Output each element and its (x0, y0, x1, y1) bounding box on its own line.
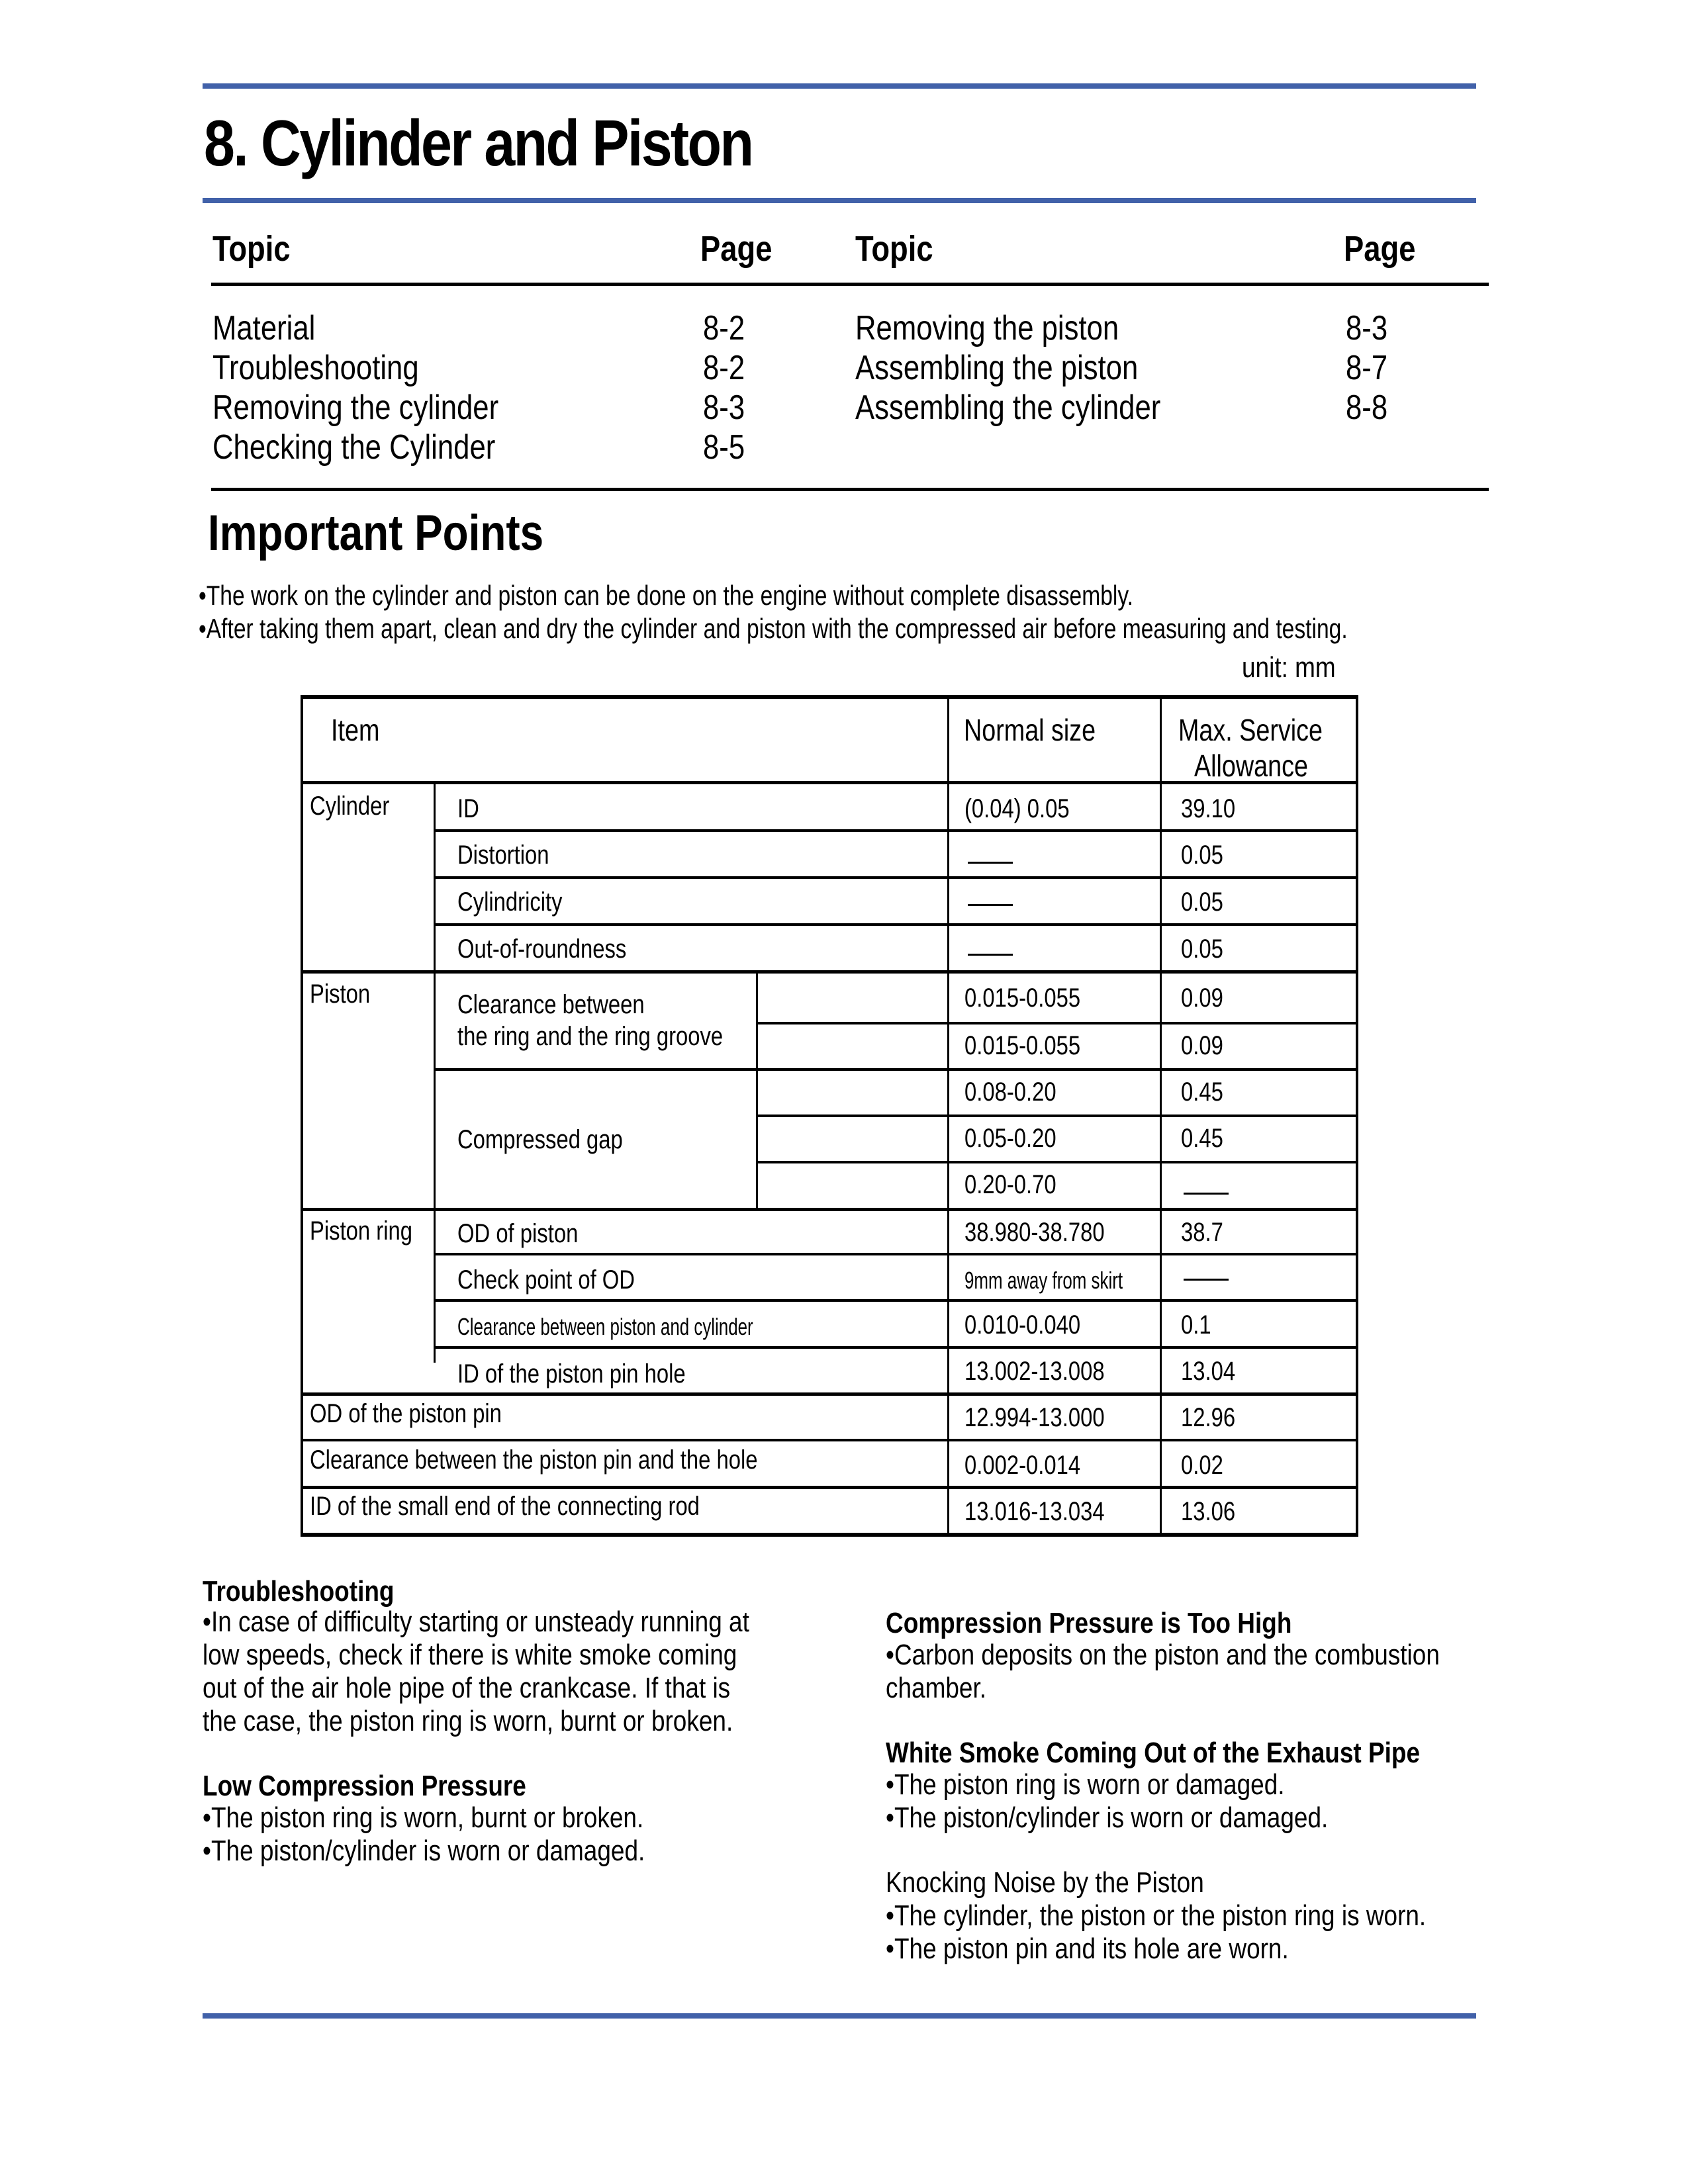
row-rule (434, 923, 1358, 926)
row-rule (434, 1068, 1358, 1071)
row-rule (301, 1439, 1358, 1441)
row-item: ID (457, 794, 479, 823)
row-item: ID of the small end of the connecting rod (310, 1492, 700, 1521)
row-item: Cylindricity (457, 887, 563, 917)
row-normal: 0.010-0.040 (964, 1310, 1081, 1340)
header-item: Item (331, 713, 380, 747)
white-smoke-line: •The piston/cylinder is worn or damaged. (886, 1801, 1329, 1834)
row-item: Clearance between (457, 990, 645, 1019)
row-item: Clearance between piston and cylinder (457, 1313, 753, 1340)
row-item: the ring and the ring groove (457, 1022, 724, 1051)
high-compression-heading: Compression Pressure is Too High (886, 1607, 1292, 1639)
important-points-heading: Important Points (208, 505, 544, 561)
dash-mark (968, 862, 1013, 864)
toc-page[interactable]: 8-7 (1346, 349, 1388, 387)
toc-page-header-left: Page (700, 229, 773, 269)
table-border (301, 1533, 1358, 1537)
row-max: 0.09 (1181, 1031, 1223, 1060)
high-compression-line: chamber. (886, 1672, 987, 1704)
group-cylinder: Cylinder (310, 792, 390, 821)
dash-mark (1184, 1279, 1229, 1281)
row-max: 38.7 (1181, 1218, 1223, 1247)
row-rule (756, 1115, 1358, 1117)
row-rule (756, 1022, 1358, 1024)
header-max-allowance: Allowance (1194, 749, 1308, 783)
row-rule (756, 1161, 1358, 1163)
toc-page[interactable]: 8-5 (703, 428, 745, 467)
low-compression-line: •The piston ring is worn, burnt or broken. (203, 1801, 644, 1834)
important-point: •After taking them apart, clean and dry the cylinder and piston with the compressed air before measuring and testing. (199, 613, 1348, 644)
row-max: 13.04 (1181, 1357, 1236, 1386)
row-max: 0.1 (1181, 1310, 1211, 1340)
row-item: Out-of-roundness (457, 934, 627, 964)
low-compression-line: •The piston/cylinder is worn or damaged. (203, 1835, 645, 1867)
white-smoke-line: •The piston ring is worn or damaged. (886, 1768, 1285, 1801)
row-max: 0.45 (1181, 1124, 1223, 1153)
row-max: 39.10 (1181, 794, 1236, 823)
toc-page[interactable]: 8-2 (703, 309, 745, 347)
row-normal: 0.015-0.055 (964, 1031, 1081, 1060)
header-normal-size: Normal size (964, 713, 1096, 747)
row-rule (301, 1392, 1358, 1396)
knocking-noise-heading: Knocking Noise by the Piston (886, 1866, 1204, 1899)
row-item: ID of the piston pin hole (457, 1359, 686, 1388)
dash-mark (1184, 1193, 1229, 1195)
troubleshooting-line: out of the air hole pipe of the crankcase. If that is (203, 1672, 731, 1704)
col-divider (434, 783, 436, 1363)
top-blue-rule (203, 83, 1476, 89)
toc-page[interactable]: 8-3 (703, 388, 745, 427)
row-item: Compressed gap (457, 1125, 623, 1154)
toc-bottom-rule (211, 488, 1489, 491)
row-max: 0.02 (1181, 1451, 1223, 1480)
table-border (301, 695, 303, 1537)
col-divider (756, 973, 758, 1210)
low-compression-heading: Low Compression Pressure (203, 1770, 526, 1802)
dash-mark (968, 904, 1013, 906)
troubleshooting-heading: Troubleshooting (203, 1575, 395, 1608)
table-border (301, 695, 1358, 699)
row-rule (434, 829, 1358, 832)
title-blue-rule (203, 198, 1476, 203)
toc-item[interactable]: Assembling the cylinder (855, 388, 1161, 427)
row-normal: 0.002-0.014 (964, 1451, 1081, 1480)
toc-page-header-right: Page (1344, 229, 1416, 269)
row-normal: 38.980-38.780 (964, 1218, 1105, 1247)
row-normal: 12.994-13.000 (964, 1403, 1105, 1432)
row-normal: 0.20-0.70 (964, 1170, 1056, 1199)
toc-page[interactable]: 8-8 (1346, 388, 1388, 427)
toc-item[interactable]: Removing the piston (855, 309, 1119, 347)
row-normal: 0.015-0.055 (964, 983, 1081, 1013)
row-item: Distortion (457, 841, 549, 870)
knocking-noise-line: •The piston pin and its hole are worn. (886, 1933, 1289, 1965)
row-max: 0.45 (1181, 1077, 1223, 1107)
row-rule (434, 1346, 1358, 1349)
row-rule (434, 1299, 1358, 1302)
header-max-allowance: Max. Service (1178, 713, 1323, 747)
toc-item[interactable]: Assembling the piston (855, 349, 1139, 387)
row-item: OD of piston (457, 1219, 579, 1248)
white-smoke-heading: White Smoke Coming Out of the Exhaust Pipe (886, 1737, 1421, 1769)
spec-table (301, 695, 1358, 1537)
row-normal: (0.04) 0.05 (964, 794, 1070, 823)
row-item: Clearance between the piston pin and the hole (310, 1445, 758, 1475)
knocking-noise-line: •The cylinder, the piston or the piston ring is worn. (886, 1899, 1427, 1932)
toc-header-rule (211, 283, 1489, 286)
dash-mark (968, 954, 1013, 956)
row-normal: 13.016-13.034 (964, 1497, 1105, 1526)
row-max: 13.06 (1181, 1497, 1236, 1526)
page-title: 8. Cylinder and Piston (204, 107, 753, 179)
row-rule (301, 970, 1358, 974)
toc-page[interactable]: 8-3 (1346, 309, 1388, 347)
row-normal: 13.002-13.008 (964, 1357, 1105, 1386)
troubleshooting-line: •In case of difficulty starting or unsteady running at (203, 1606, 749, 1638)
row-rule (434, 876, 1358, 879)
row-max: 0.05 (1181, 934, 1223, 964)
row-rule (434, 1253, 1358, 1255)
toc-item[interactable]: Checking the Cylinder (212, 428, 496, 467)
row-rule (301, 1486, 1358, 1489)
unit-label: unit: mm (1242, 651, 1336, 684)
toc-topic-header-right: Topic (855, 229, 933, 269)
row-max: 0.05 (1181, 887, 1223, 917)
row-item: Check point of OD (457, 1265, 635, 1295)
toc-page[interactable]: 8-2 (703, 349, 745, 387)
row-rule (301, 1208, 1358, 1211)
toc-item[interactable]: Troubleshooting (212, 349, 419, 387)
troubleshooting-line: the case, the piston ring is worn, burnt or broken. (203, 1705, 733, 1737)
toc-topic-header-left: Topic (212, 229, 291, 269)
important-point: •The work on the cylinder and piston can be done on the engine without complete disassembly. (199, 580, 1133, 611)
row-max: 12.96 (1181, 1403, 1236, 1432)
toc-item[interactable]: Material (212, 309, 316, 347)
row-max: 0.09 (1181, 983, 1223, 1013)
group-piston: Piston (310, 979, 371, 1009)
high-compression-line: •Carbon deposits on the piston and the combustion (886, 1639, 1440, 1671)
toc-item[interactable]: Removing the cylinder (212, 388, 499, 427)
row-normal: 0.05-0.20 (964, 1124, 1056, 1153)
row-normal: 9mm away from skirt (964, 1267, 1123, 1294)
bottom-blue-rule (203, 2013, 1476, 2019)
row-item: OD of the piston pin (310, 1399, 502, 1428)
row-max: 0.05 (1181, 841, 1223, 870)
row-normal: 0.08-0.20 (964, 1077, 1056, 1107)
group-piston-ring: Piston ring (310, 1216, 412, 1246)
troubleshooting-line: low speeds, check if there is white smoke coming (203, 1639, 737, 1671)
